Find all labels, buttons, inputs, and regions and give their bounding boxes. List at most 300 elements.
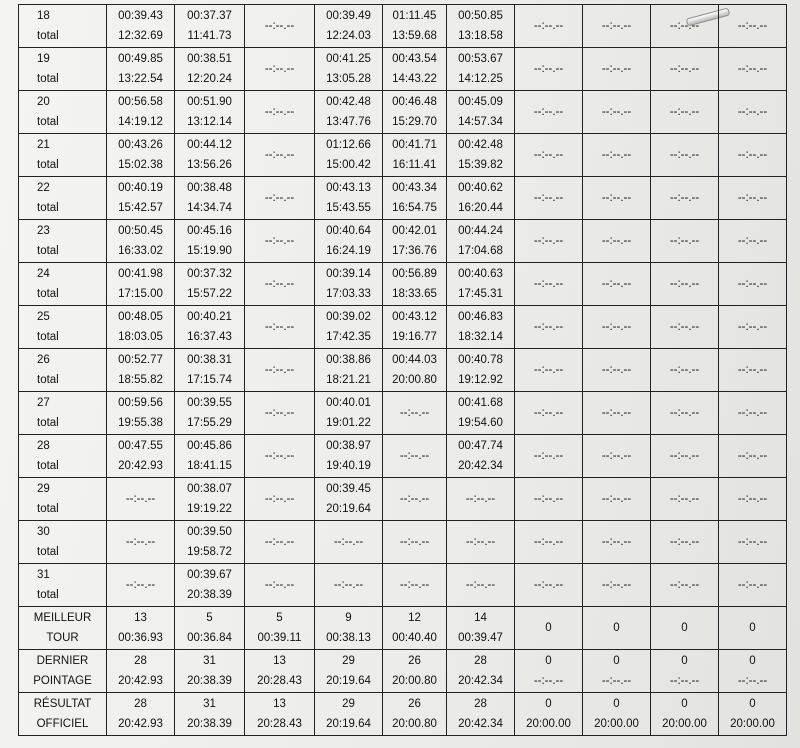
cell-bottom-text: 14:34.74 bbox=[187, 202, 232, 214]
cell-bottom-text: 00:40.40 bbox=[392, 632, 437, 644]
lap-times-table bbox=[18, 4, 787, 736]
time-cell bbox=[651, 306, 719, 349]
summary-row bbox=[19, 650, 787, 693]
cell-top-text: 28 bbox=[134, 655, 147, 667]
cell-top-text: 00:56.89 bbox=[392, 268, 437, 280]
cell-bottom-text: 15:02.38 bbox=[118, 159, 163, 171]
cell-top-text: 21 bbox=[37, 139, 50, 151]
cell-bottom-text: 20:38.39 bbox=[187, 675, 232, 687]
cell-top-text: 00:40.21 bbox=[187, 311, 232, 323]
cell-bottom-text: 16:24.19 bbox=[326, 245, 371, 257]
summary-value-cell bbox=[583, 607, 651, 650]
cell-bottom-text: 18:55.82 bbox=[118, 374, 163, 386]
lap-row bbox=[19, 435, 787, 478]
cell-top-text: 19 bbox=[37, 53, 50, 65]
time-cell bbox=[107, 134, 175, 177]
time-cell bbox=[583, 263, 651, 306]
time-cell bbox=[719, 564, 787, 607]
cell-bottom-text: total bbox=[37, 589, 59, 601]
time-cell bbox=[245, 564, 315, 607]
cell-bottom-text: 13:56.26 bbox=[187, 159, 232, 171]
cell-top-text: 0 bbox=[749, 622, 756, 634]
time-cell bbox=[447, 478, 515, 521]
time-cell bbox=[651, 177, 719, 220]
cell-bottom-text: 20:28.43 bbox=[257, 675, 302, 687]
summary-value-cell bbox=[383, 693, 447, 736]
time-cell bbox=[107, 48, 175, 91]
lap-label-cell bbox=[19, 263, 107, 306]
cell-bottom-text: 20:00.80 bbox=[392, 374, 437, 386]
time-cell bbox=[107, 392, 175, 435]
cell-top-text: --:--.-- bbox=[533, 450, 564, 462]
cell-top-text: --:--.-- bbox=[601, 63, 632, 75]
summary-value-cell bbox=[719, 693, 787, 736]
cell-top-text: 00:45.86 bbox=[187, 440, 232, 452]
cell-top-text: 00:39.55 bbox=[187, 397, 232, 409]
cell-top-text: --:--.-- bbox=[533, 235, 564, 247]
cell-bottom-text: 20:19.64 bbox=[326, 503, 371, 515]
time-cell bbox=[719, 177, 787, 220]
cell-top-text: --:--.-- bbox=[333, 536, 364, 548]
time-cell bbox=[651, 564, 719, 607]
time-cell bbox=[315, 349, 383, 392]
cell-top-text: 00:47.55 bbox=[118, 440, 163, 452]
time-cell bbox=[175, 177, 245, 220]
cell-top-text: --:--.-- bbox=[601, 235, 632, 247]
time-cell bbox=[719, 306, 787, 349]
cell-top-text: 00:51.90 bbox=[187, 96, 232, 108]
time-cell bbox=[245, 349, 315, 392]
time-cell bbox=[719, 91, 787, 134]
cell-bottom-text: 20:00.80 bbox=[392, 718, 437, 730]
time-cell bbox=[719, 263, 787, 306]
cell-top-text: 18 bbox=[37, 10, 50, 22]
time-cell bbox=[383, 435, 447, 478]
summary-value-cell bbox=[583, 693, 651, 736]
cell-top-text: --:--.-- bbox=[533, 63, 564, 75]
cell-bottom-text: 00:36.84 bbox=[187, 632, 232, 644]
summary-value-cell bbox=[175, 607, 245, 650]
cell-bottom-text: 19:16.77 bbox=[392, 331, 437, 343]
lap-row bbox=[19, 220, 787, 263]
cell-top-text: 25 bbox=[37, 311, 50, 323]
cell-top-text: --:--.-- bbox=[669, 536, 700, 548]
cell-top-text: 26 bbox=[408, 655, 421, 667]
cell-top-text: 00:40.64 bbox=[326, 225, 371, 237]
cell-top-text: --:--.-- bbox=[737, 493, 768, 505]
time-cell bbox=[315, 134, 383, 177]
cell-bottom-text: 19:58.72 bbox=[187, 546, 232, 558]
time-cell bbox=[245, 263, 315, 306]
cell-top-text: --:--.-- bbox=[737, 278, 768, 290]
lap-label-cell bbox=[19, 478, 107, 521]
cell-top-text: --:--.-- bbox=[669, 321, 700, 333]
cell-top-text: 00:41.25 bbox=[326, 53, 371, 65]
cell-top-text: RÉSULTAT bbox=[33, 698, 92, 710]
cell-top-text: 00:40.01 bbox=[326, 397, 371, 409]
summary-label-cell bbox=[19, 607, 107, 650]
time-cell bbox=[651, 478, 719, 521]
cell-top-text: 13 bbox=[273, 655, 286, 667]
cell-bottom-text: 19:55.38 bbox=[118, 417, 163, 429]
time-cell bbox=[383, 392, 447, 435]
cell-top-text: 00:39.49 bbox=[326, 10, 371, 22]
time-cell bbox=[719, 521, 787, 564]
time-cell bbox=[515, 48, 583, 91]
cell-top-text: 29 bbox=[342, 698, 355, 710]
cell-top-text: --:--.-- bbox=[601, 278, 632, 290]
time-cell bbox=[583, 48, 651, 91]
cell-top-text: 0 bbox=[749, 655, 756, 667]
cell-top-text: 0 bbox=[613, 622, 620, 634]
cell-top-text: --:--.-- bbox=[465, 579, 496, 591]
lap-label-cell bbox=[19, 306, 107, 349]
cell-bottom-text: 15:43.55 bbox=[326, 202, 371, 214]
cell-bottom-text: 15:19.90 bbox=[187, 245, 232, 257]
time-cell bbox=[245, 220, 315, 263]
cell-top-text: --:--.-- bbox=[533, 321, 564, 333]
cell-top-text: --:--.-- bbox=[669, 235, 700, 247]
cell-top-text: 00:46.83 bbox=[458, 311, 503, 323]
cell-top-text: --:--.-- bbox=[125, 493, 156, 505]
summary-row bbox=[19, 607, 787, 650]
cell-top-text: 26 bbox=[37, 354, 50, 366]
lap-label-cell bbox=[19, 5, 107, 48]
cell-bottom-text: 17:55.29 bbox=[187, 417, 232, 429]
time-cell bbox=[383, 134, 447, 177]
cell-top-text: --:--.-- bbox=[264, 536, 295, 548]
cell-bottom-text: 20:00.00 bbox=[594, 718, 639, 730]
cell-bottom-text: 20:42.93 bbox=[118, 718, 163, 730]
summary-row bbox=[19, 693, 787, 736]
summary-value-cell bbox=[719, 607, 787, 650]
cell-top-text: 00:48.05 bbox=[118, 311, 163, 323]
cell-bottom-text: 18:21.21 bbox=[326, 374, 371, 386]
cell-bottom-text: --:--.-- bbox=[601, 675, 632, 687]
cell-top-text: --:--.-- bbox=[264, 321, 295, 333]
cell-top-text: --:--.-- bbox=[737, 63, 768, 75]
summary-value-cell bbox=[447, 650, 515, 693]
cell-top-text: 28 bbox=[474, 655, 487, 667]
cell-top-text: --:--.-- bbox=[601, 149, 632, 161]
time-cell bbox=[719, 478, 787, 521]
cell-bottom-text: 18:03.05 bbox=[118, 331, 163, 343]
cell-top-text: 31 bbox=[37, 569, 50, 581]
cell-bottom-text: 19:12.92 bbox=[458, 374, 503, 386]
time-cell bbox=[651, 91, 719, 134]
cell-top-text: --:--.-- bbox=[264, 149, 295, 161]
cell-bottom-text: --:--.-- bbox=[669, 675, 700, 687]
time-cell bbox=[383, 91, 447, 134]
time-cell bbox=[383, 220, 447, 263]
time-cell bbox=[515, 5, 583, 48]
time-cell bbox=[107, 91, 175, 134]
time-cell bbox=[245, 134, 315, 177]
time-cell bbox=[107, 263, 175, 306]
lap-row bbox=[19, 521, 787, 564]
cell-top-text: 01:12.66 bbox=[326, 139, 371, 151]
cell-bottom-text: 16:20.44 bbox=[458, 202, 503, 214]
cell-bottom-text: 20:42.34 bbox=[458, 718, 503, 730]
cell-top-text: 00:46.48 bbox=[392, 96, 437, 108]
cell-top-text: --:--.-- bbox=[264, 106, 295, 118]
cell-top-text: 00:38.31 bbox=[187, 354, 232, 366]
cell-bottom-text: 20:00.00 bbox=[662, 718, 707, 730]
cell-top-text: --:--.-- bbox=[533, 536, 564, 548]
time-cell bbox=[383, 48, 447, 91]
time-cell bbox=[315, 5, 383, 48]
time-cell bbox=[245, 91, 315, 134]
cell-bottom-text: 17:36.76 bbox=[392, 245, 437, 257]
cell-top-text: --:--.-- bbox=[399, 493, 430, 505]
cell-top-text: --:--.-- bbox=[264, 493, 295, 505]
cell-top-text: --:--.-- bbox=[669, 579, 700, 591]
cell-bottom-text: 20:19.64 bbox=[326, 718, 371, 730]
lap-row bbox=[19, 564, 787, 607]
cell-top-text: 13 bbox=[134, 612, 147, 624]
time-cell bbox=[447, 91, 515, 134]
cell-top-text: 00:44.12 bbox=[187, 139, 232, 151]
cell-top-text: --:--.-- bbox=[264, 192, 295, 204]
summary-label-cell bbox=[19, 650, 107, 693]
cell-top-text: 24 bbox=[37, 268, 50, 280]
time-cell bbox=[583, 220, 651, 263]
time-cell bbox=[651, 521, 719, 564]
cell-top-text: 31 bbox=[203, 655, 216, 667]
time-cell bbox=[245, 435, 315, 478]
cell-top-text: --:--.-- bbox=[333, 579, 364, 591]
lap-label-cell bbox=[19, 435, 107, 478]
cell-top-text: 5 bbox=[206, 612, 213, 624]
cell-bottom-text: 15:57.22 bbox=[187, 288, 232, 300]
time-cell bbox=[383, 263, 447, 306]
cell-bottom-text: 11:41.73 bbox=[187, 30, 232, 42]
time-cell bbox=[583, 306, 651, 349]
cell-top-text: 00:42.48 bbox=[326, 96, 371, 108]
time-cell bbox=[315, 392, 383, 435]
summary-value-cell bbox=[315, 607, 383, 650]
cell-top-text: 29 bbox=[37, 483, 50, 495]
time-cell bbox=[719, 5, 787, 48]
cell-top-text: 00:56.58 bbox=[118, 96, 163, 108]
cell-top-text: --:--.-- bbox=[601, 321, 632, 333]
time-cell bbox=[583, 5, 651, 48]
cell-top-text: --:--.-- bbox=[264, 364, 295, 376]
summary-value-cell bbox=[447, 693, 515, 736]
time-cell bbox=[447, 5, 515, 48]
cell-top-text: --:--.-- bbox=[533, 364, 564, 376]
cell-top-text: 00:41.68 bbox=[458, 397, 503, 409]
cell-bottom-text: 20:42.34 bbox=[458, 675, 503, 687]
time-cell bbox=[107, 349, 175, 392]
lap-row bbox=[19, 263, 787, 306]
summary-value-cell bbox=[651, 607, 719, 650]
time-cell bbox=[245, 48, 315, 91]
cell-top-text: 00:43.54 bbox=[392, 53, 437, 65]
cell-top-text: 31 bbox=[203, 698, 216, 710]
cell-top-text: 00:50.85 bbox=[458, 10, 503, 22]
cell-top-text: --:--.-- bbox=[669, 407, 700, 419]
time-cell bbox=[315, 306, 383, 349]
cell-bottom-text: 13:47.76 bbox=[326, 116, 371, 128]
time-cell bbox=[175, 478, 245, 521]
cell-bottom-text: 13:22.54 bbox=[118, 73, 163, 85]
table-body bbox=[19, 5, 787, 736]
cell-top-text: 14 bbox=[474, 612, 487, 624]
lap-row bbox=[19, 349, 787, 392]
lap-row bbox=[19, 5, 787, 48]
cell-top-text: 20 bbox=[37, 96, 50, 108]
cell-bottom-text: 13:12.14 bbox=[187, 116, 232, 128]
summary-value-cell bbox=[245, 607, 315, 650]
time-cell bbox=[651, 263, 719, 306]
time-cell bbox=[515, 91, 583, 134]
time-cell bbox=[651, 5, 719, 48]
time-cell bbox=[651, 134, 719, 177]
time-cell bbox=[447, 392, 515, 435]
time-cell bbox=[315, 177, 383, 220]
cell-top-text: --:--.-- bbox=[669, 192, 700, 204]
lap-row bbox=[19, 392, 787, 435]
time-cell bbox=[651, 435, 719, 478]
cell-top-text: --:--.-- bbox=[601, 192, 632, 204]
lap-label-cell bbox=[19, 392, 107, 435]
cell-top-text: 00:39.45 bbox=[326, 483, 371, 495]
cell-top-text: 26 bbox=[408, 698, 421, 710]
cell-top-text: 00:43.13 bbox=[326, 182, 371, 194]
cell-bottom-text: 13:59.68 bbox=[392, 30, 437, 42]
cell-top-text: 00:42.01 bbox=[392, 225, 437, 237]
cell-top-text: --:--.-- bbox=[399, 579, 430, 591]
cell-top-text: --:--.-- bbox=[737, 407, 768, 419]
lap-row bbox=[19, 177, 787, 220]
cell-top-text: --:--.-- bbox=[465, 536, 496, 548]
time-cell bbox=[315, 478, 383, 521]
cell-top-text: --:--.-- bbox=[533, 278, 564, 290]
time-cell bbox=[315, 48, 383, 91]
cell-top-text: 00:38.48 bbox=[187, 182, 232, 194]
time-cell bbox=[447, 177, 515, 220]
summary-value-cell bbox=[107, 607, 175, 650]
lap-row bbox=[19, 306, 787, 349]
cell-top-text: 00:49.85 bbox=[118, 53, 163, 65]
summary-value-cell bbox=[651, 693, 719, 736]
cell-top-text: --:--.-- bbox=[533, 192, 564, 204]
cell-bottom-text: total bbox=[37, 202, 59, 214]
cell-top-text: MEILLEUR bbox=[33, 612, 92, 624]
time-cell bbox=[107, 521, 175, 564]
cell-top-text: 00:39.14 bbox=[326, 268, 371, 280]
cell-bottom-text: 20:19.64 bbox=[326, 675, 371, 687]
time-cell bbox=[515, 564, 583, 607]
cell-bottom-text: total bbox=[37, 503, 59, 515]
time-cell bbox=[583, 349, 651, 392]
cell-top-text: 12 bbox=[408, 612, 421, 624]
cell-bottom-text: 19:40.19 bbox=[326, 460, 371, 472]
cell-top-text: 27 bbox=[37, 397, 50, 409]
time-cell bbox=[515, 435, 583, 478]
time-cell bbox=[175, 521, 245, 564]
cell-bottom-text: 14:43.22 bbox=[392, 73, 437, 85]
cell-top-text: 0 bbox=[681, 698, 688, 710]
cell-top-text: --:--.-- bbox=[669, 450, 700, 462]
cell-bottom-text: 00:36.93 bbox=[118, 632, 163, 644]
cell-bottom-text: 20:42.93 bbox=[118, 460, 163, 472]
summary-value-cell bbox=[383, 607, 447, 650]
cell-bottom-text: --:--.-- bbox=[533, 675, 564, 687]
time-cell bbox=[107, 5, 175, 48]
cell-top-text: --:--.-- bbox=[264, 450, 295, 462]
cell-bottom-text: 17:03.33 bbox=[326, 288, 371, 300]
cell-top-text: 00:39.50 bbox=[187, 526, 232, 538]
time-cell bbox=[315, 263, 383, 306]
cell-bottom-text: 18:32.14 bbox=[458, 331, 503, 343]
time-cell bbox=[175, 220, 245, 263]
cell-bottom-text: total bbox=[37, 116, 59, 128]
cell-bottom-text: total bbox=[37, 245, 59, 257]
cell-bottom-text: 16:33.02 bbox=[118, 245, 163, 257]
time-cell bbox=[719, 48, 787, 91]
cell-bottom-text: total bbox=[37, 73, 59, 85]
cell-top-text: 0 bbox=[545, 655, 552, 667]
time-cell bbox=[383, 177, 447, 220]
cell-top-text: 28 bbox=[474, 698, 487, 710]
time-cell bbox=[515, 392, 583, 435]
summary-value-cell bbox=[447, 607, 515, 650]
cell-top-text: 00:43.26 bbox=[118, 139, 163, 151]
cell-top-text: 00:37.37 bbox=[187, 10, 232, 22]
lap-label-cell bbox=[19, 134, 107, 177]
summary-value-cell bbox=[175, 693, 245, 736]
cell-top-text: --:--.-- bbox=[601, 536, 632, 548]
cell-top-text: --:--.-- bbox=[533, 493, 564, 505]
cell-bottom-text: total bbox=[37, 417, 59, 429]
time-cell bbox=[175, 435, 245, 478]
summary-value-cell bbox=[383, 650, 447, 693]
cell-bottom-text: POINTAGE bbox=[33, 675, 92, 687]
cell-top-text: --:--.-- bbox=[125, 579, 156, 591]
cell-bottom-text: 20:42.93 bbox=[118, 675, 163, 687]
cell-top-text: 28 bbox=[134, 698, 147, 710]
cell-bottom-text: 14:12.25 bbox=[458, 73, 503, 85]
cell-top-text: --:--.-- bbox=[669, 106, 700, 118]
cell-bottom-text: total bbox=[37, 374, 59, 386]
cell-bottom-text: 19:19.22 bbox=[187, 503, 232, 515]
summary-value-cell bbox=[719, 650, 787, 693]
summary-value-cell bbox=[175, 650, 245, 693]
cell-top-text: 00:42.48 bbox=[458, 139, 503, 151]
cell-top-text: --:--.-- bbox=[264, 278, 295, 290]
time-cell bbox=[383, 564, 447, 607]
time-cell bbox=[447, 220, 515, 263]
cell-bottom-text: 19:54.60 bbox=[458, 417, 503, 429]
cell-top-text: --:--.-- bbox=[601, 106, 632, 118]
cell-top-text: DERNIER bbox=[36, 655, 89, 667]
time-cell bbox=[583, 392, 651, 435]
cell-top-text: --:--.-- bbox=[125, 536, 156, 548]
cell-top-text: --:--.-- bbox=[264, 63, 295, 75]
cell-top-text: 00:50.45 bbox=[118, 225, 163, 237]
time-cell bbox=[315, 220, 383, 263]
time-cell bbox=[175, 134, 245, 177]
summary-value-cell bbox=[515, 693, 583, 736]
lap-label-cell bbox=[19, 91, 107, 134]
cell-top-text: --:--.-- bbox=[264, 407, 295, 419]
time-cell bbox=[447, 435, 515, 478]
time-cell bbox=[583, 134, 651, 177]
cell-top-text: 00:45.09 bbox=[458, 96, 503, 108]
cell-top-text: --:--.-- bbox=[601, 493, 632, 505]
